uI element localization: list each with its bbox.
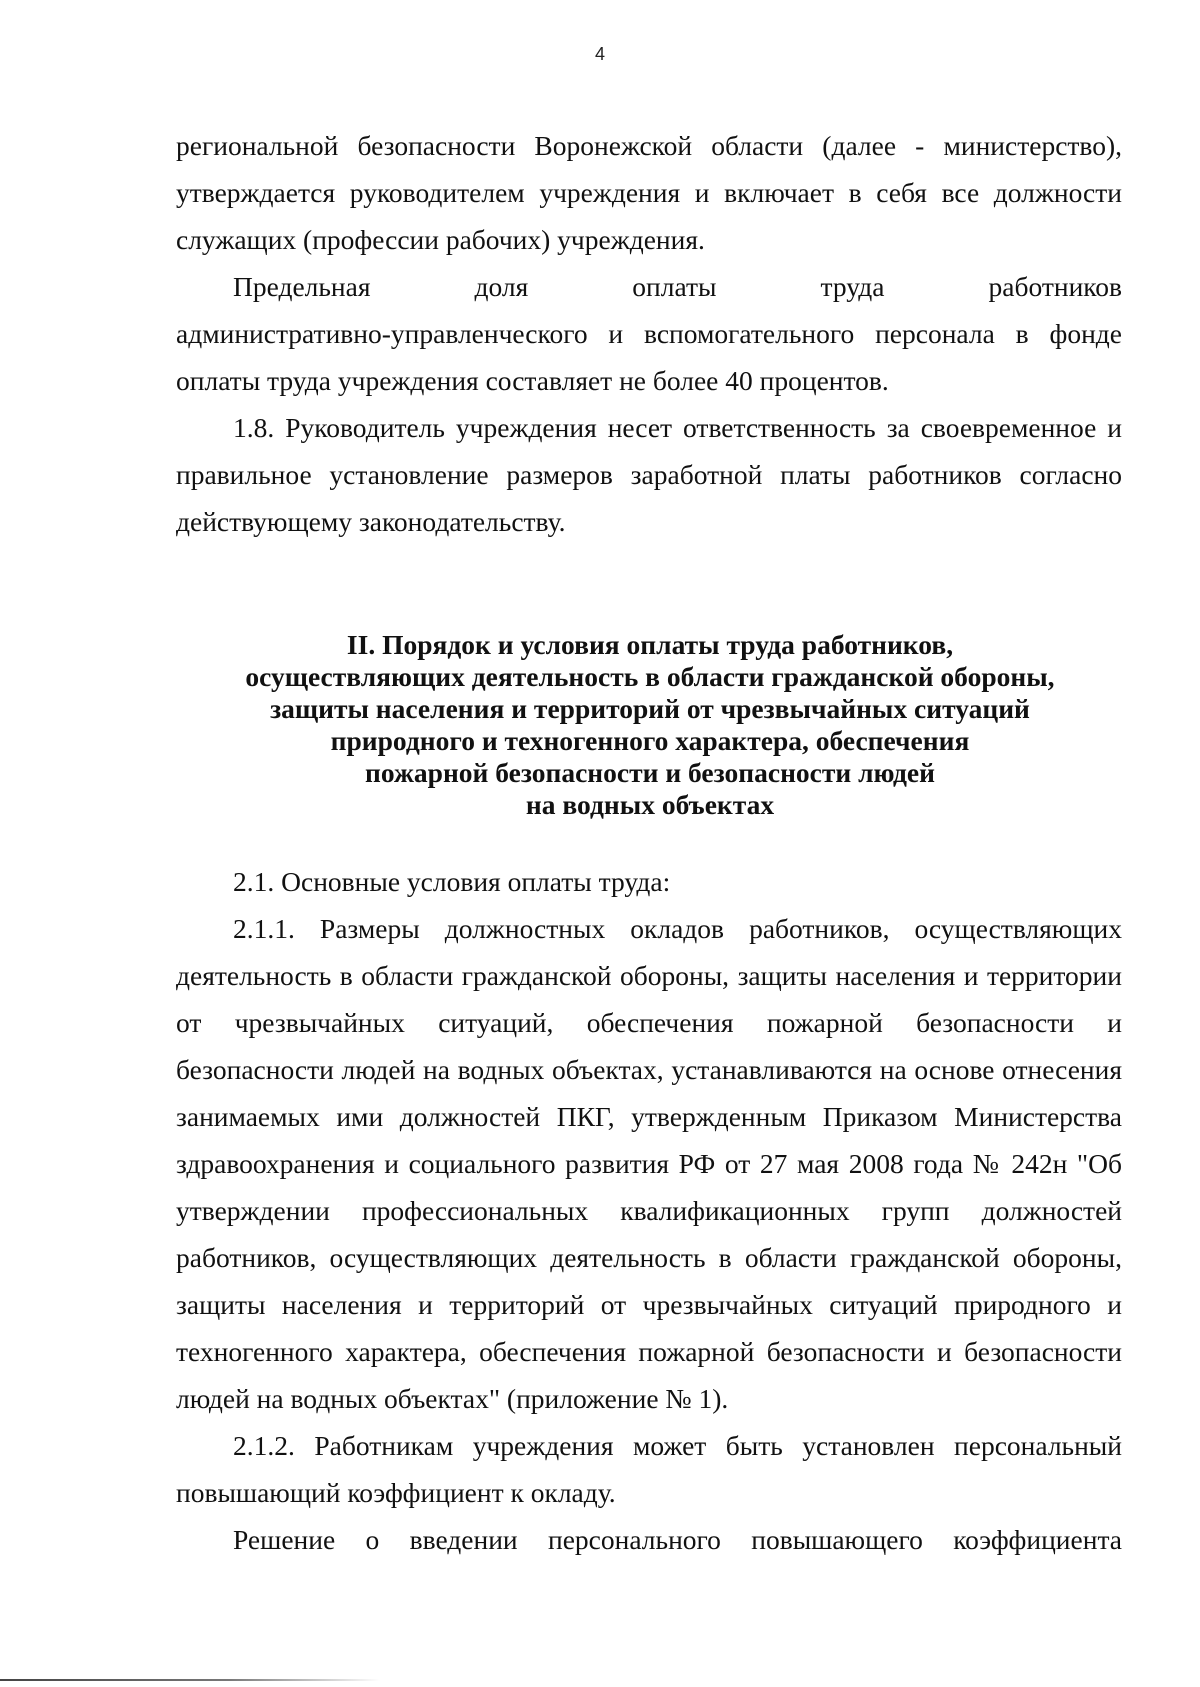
paragraph-2-1-1: 2.1.1. Размеры должностных окладов работников, осуществляющих деятельность в области гражданской обороны, защиты населения и территории от чрезвычайных ситуаций, обеспечения пожарной безопасности и безопасности людей на водных объектах, устанавливаются на основе отнесения занимаемых ими должностей ПКГ, утвержденным Приказом Министерства здравоохранения и социального развития РФ от 27 мая 2008 года № 242н "Об утверждении профессиональных квалификационных групп должностей работников, осуществляющих деятельность в области гражданской обороны, защиты населения и территорий от чрезвычайных ситуаций природного и техногенного характера, обеспечения пожарной безопасности и безопасности людей на водных объектах" (приложение № 1).: [176, 913, 1122, 1414]
section-heading-line: природного и техногенного характера, обеспечения: [330, 725, 970, 756]
top-text-block: [176, 122, 1122, 545]
bottom-edge-rule: [0, 1679, 380, 1681]
paragraph-1-8: 1.8. Руководитель учреждения несет ответственность за своевременное и правильное установление размеров заработной платы работников согласно действующему законодательству.: [176, 412, 1122, 537]
section-heading-line: пожарной безопасности и безопасности людей: [365, 757, 935, 788]
paragraph-decision: Решение о введении персонального повышающего коэффициента: [233, 1524, 1122, 1555]
paragraph-2-1: 2.1. Основные условия оплаты труда:: [233, 866, 671, 897]
section-heading-line: осуществляющих деятельность в области гражданской обороны,: [245, 661, 1055, 692]
section-heading-line: II. Порядок и условия оплаты труда работников,: [346, 629, 954, 660]
page-number: 4: [594, 44, 605, 64]
section-heading-line: защиты населения и территорий от чрезвычайных ситуаций: [270, 693, 1030, 724]
section-text-block: [176, 858, 1122, 1563]
section-heading: [140, 629, 1160, 821]
paragraph-2-1-2: 2.1.2. Работникам учреждения может быть установлен персональный повышающий коэффициент к окладу.: [176, 1430, 1122, 1508]
paragraph-share-limit-first-line: Предельная доля оплаты труда работников: [233, 271, 1122, 302]
paragraph-continuation: региональной безопасности Воронежской области (далее - министерство), утверждается руководителем учреждения и включает в себя все должности служащих (профессии рабочих) учреждения.: [176, 130, 1122, 255]
section-heading-line: на водных объектах: [525, 789, 775, 820]
paragraph-share-limit-rest: административно-управленческого и вспомогательного персонала в фонде оплаты труда учреждения составляет не более 40 процентов.: [176, 318, 1122, 396]
